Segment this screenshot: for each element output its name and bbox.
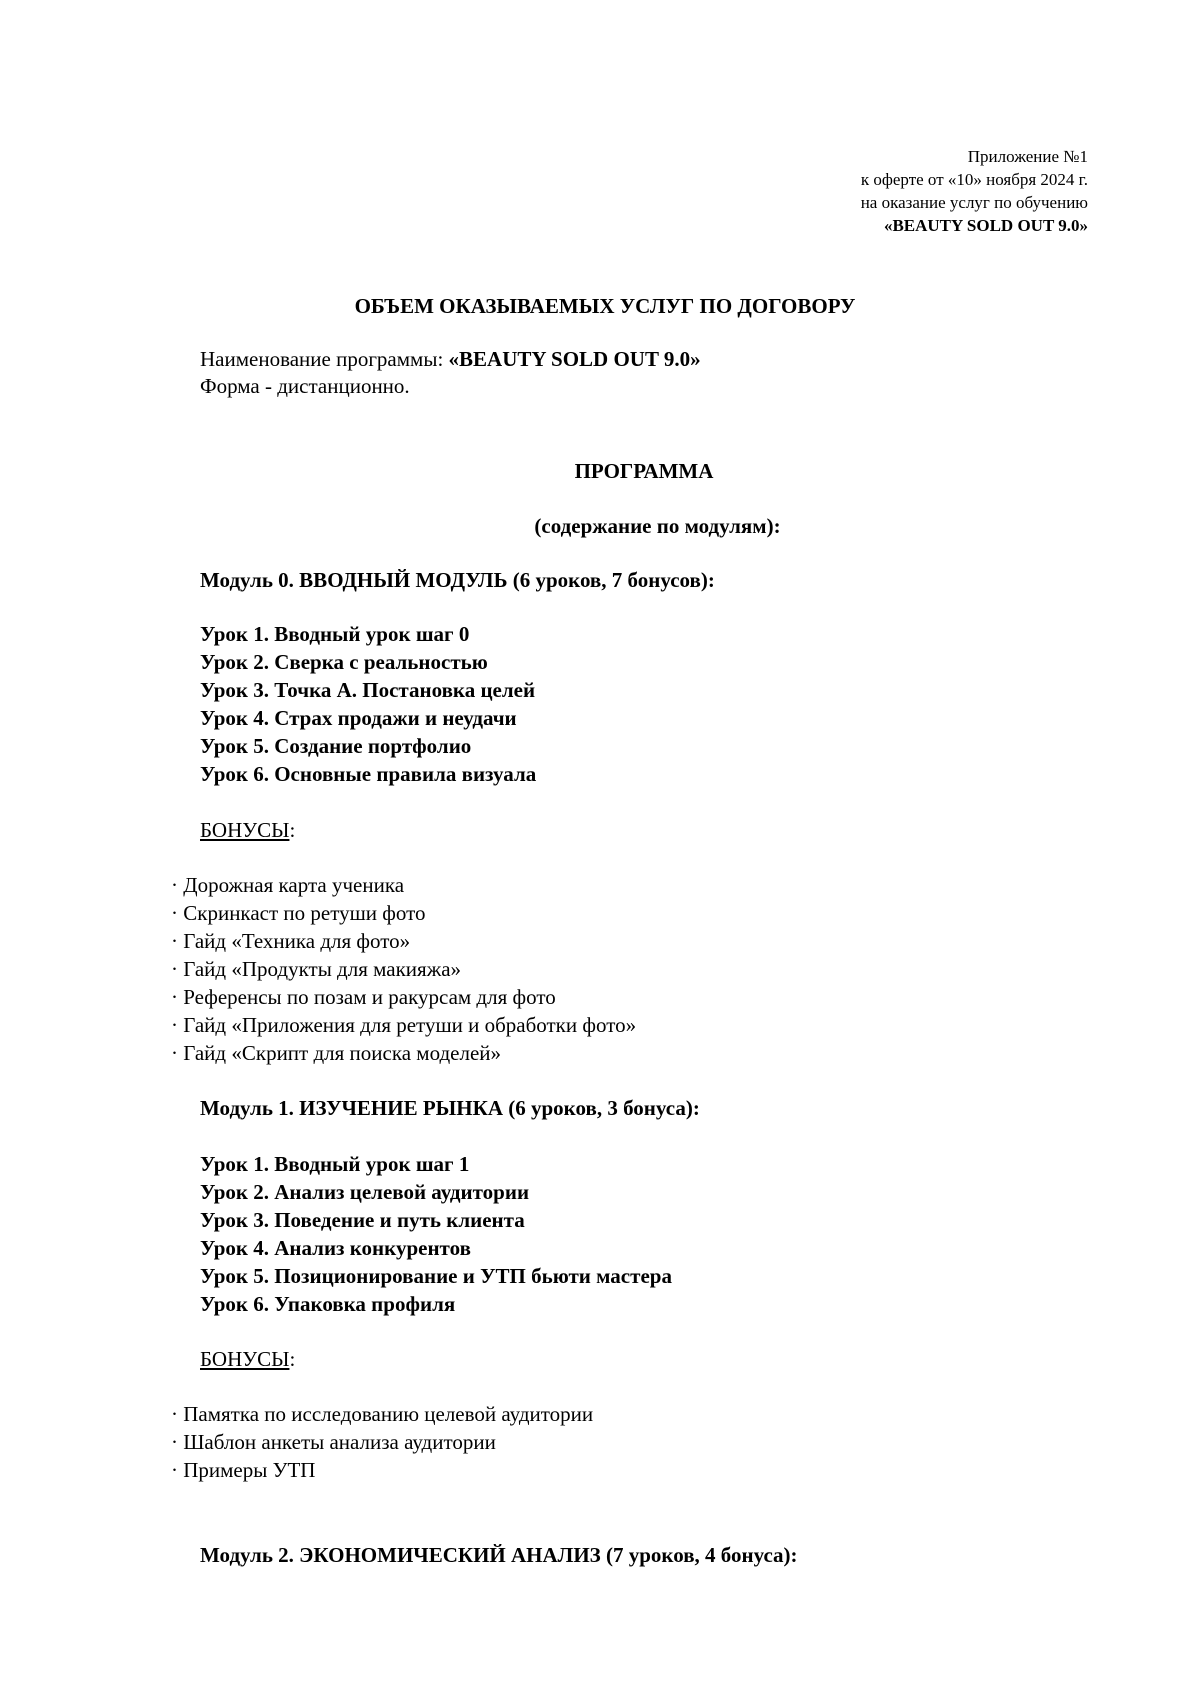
lesson-item: Урок 6. Упаковка профиля	[200, 1292, 456, 1316]
program-subheading: (содержание по модулям):	[534, 514, 781, 538]
bonus-item: · Шаблон анкеты анализа аудитории	[171, 1430, 496, 1454]
bonus-item: · Гайд «Продукты для макияжа»	[171, 957, 462, 981]
module-0-lessons	[200, 620, 536, 788]
lesson-item: Урок 1. Вводный урок шаг 1	[200, 1152, 470, 1176]
program-name-label: Наименование программы:	[200, 347, 449, 371]
appendix-service: на оказание услуг по обучению	[860, 193, 1088, 212]
module-1-bonus-heading	[200, 1345, 295, 1373]
appendix-program-name: «BEAUTY SOLD OUT 9.0»	[883, 216, 1088, 235]
program-heading: ПРОГРАММА	[574, 459, 714, 483]
lesson-item: Урок 5. Создание портфолио	[200, 734, 472, 758]
bonus-item: · Примеры УТП	[171, 1458, 316, 1482]
bonus-item: · Скринкаст по ретуши фото	[171, 901, 426, 925]
program-form: Форма - дистанционно.	[200, 374, 410, 398]
lesson-item: Урок 4. Анализ конкурентов	[200, 1236, 471, 1260]
bonus-item: · Гайд «Техника для фото»	[171, 929, 411, 953]
appendix-offer-date: к оферте от «10» ноября 2024 г.	[860, 170, 1088, 189]
bonus-item: · Гайд «Приложения для ретуши и обработки фото»	[171, 1013, 637, 1037]
lesson-item: Урок 5. Позиционирование и УТП бьюти мастера	[200, 1264, 672, 1288]
lesson-item: Урок 2. Анализ целевой аудитории	[200, 1180, 530, 1204]
lesson-item: Урок 2. Сверка с реальностью	[200, 650, 488, 674]
module-1-lessons	[200, 1150, 672, 1318]
module-2-title: Модуль 2. ЭКОНОМИЧЕСКИЙ АНАЛИЗ (7 уроков, 4 бонуса):	[200, 1543, 798, 1567]
bonus-item: · Гайд «Скрипт для поиска моделей»	[171, 1041, 502, 1065]
bonus-colon: :	[289, 818, 296, 842]
bonus-label: БОНУСЫ	[200, 1347, 290, 1371]
lesson-item: Урок 1. Вводный урок шаг 0	[200, 622, 470, 646]
document-title: ОБЪЕМ ОКАЗЫВАЕМЫХ УСЛУГ ПО ДОГОВОРУ	[354, 294, 856, 318]
lesson-item: Урок 3. Поведение и путь клиента	[200, 1208, 525, 1232]
lesson-item: Урок 6. Основные правила визуала	[200, 762, 537, 786]
program-info	[200, 346, 701, 400]
bonus-label: БОНУСЫ	[200, 818, 290, 842]
lesson-item: Урок 4. Страх продажи и неудачи	[200, 706, 517, 730]
bonus-item: · Памятка по исследованию целевой аудитории	[171, 1402, 594, 1426]
program-name-line	[200, 346, 701, 373]
module-0-bonus-list	[171, 871, 636, 1067]
lesson-item: Урок 3. Точка А. Постановка целей	[200, 678, 536, 702]
bonus-item: · Дорожная карта ученика	[171, 873, 405, 897]
bonus-item: · Референсы по позам и ракурсам для фото	[171, 985, 556, 1009]
module-0-bonus-heading	[200, 816, 295, 844]
bonus-colon: :	[289, 1347, 296, 1371]
module-0-title: Модуль 0. ВВОДНЫЙ МОДУЛЬ (6 уроков, 7 бонусов):	[200, 568, 715, 592]
appendix-number: Приложение №1	[967, 147, 1088, 166]
program-name-value: «BEAUTY SOLD OUT 9.0»	[448, 347, 701, 371]
module-1-title: Модуль 1. ИЗУЧЕНИЕ РЫНКА (6 уроков, 3 бонуса):	[200, 1096, 700, 1120]
appendix-header	[861, 145, 1088, 237]
module-1-bonus-list	[171, 1400, 593, 1484]
